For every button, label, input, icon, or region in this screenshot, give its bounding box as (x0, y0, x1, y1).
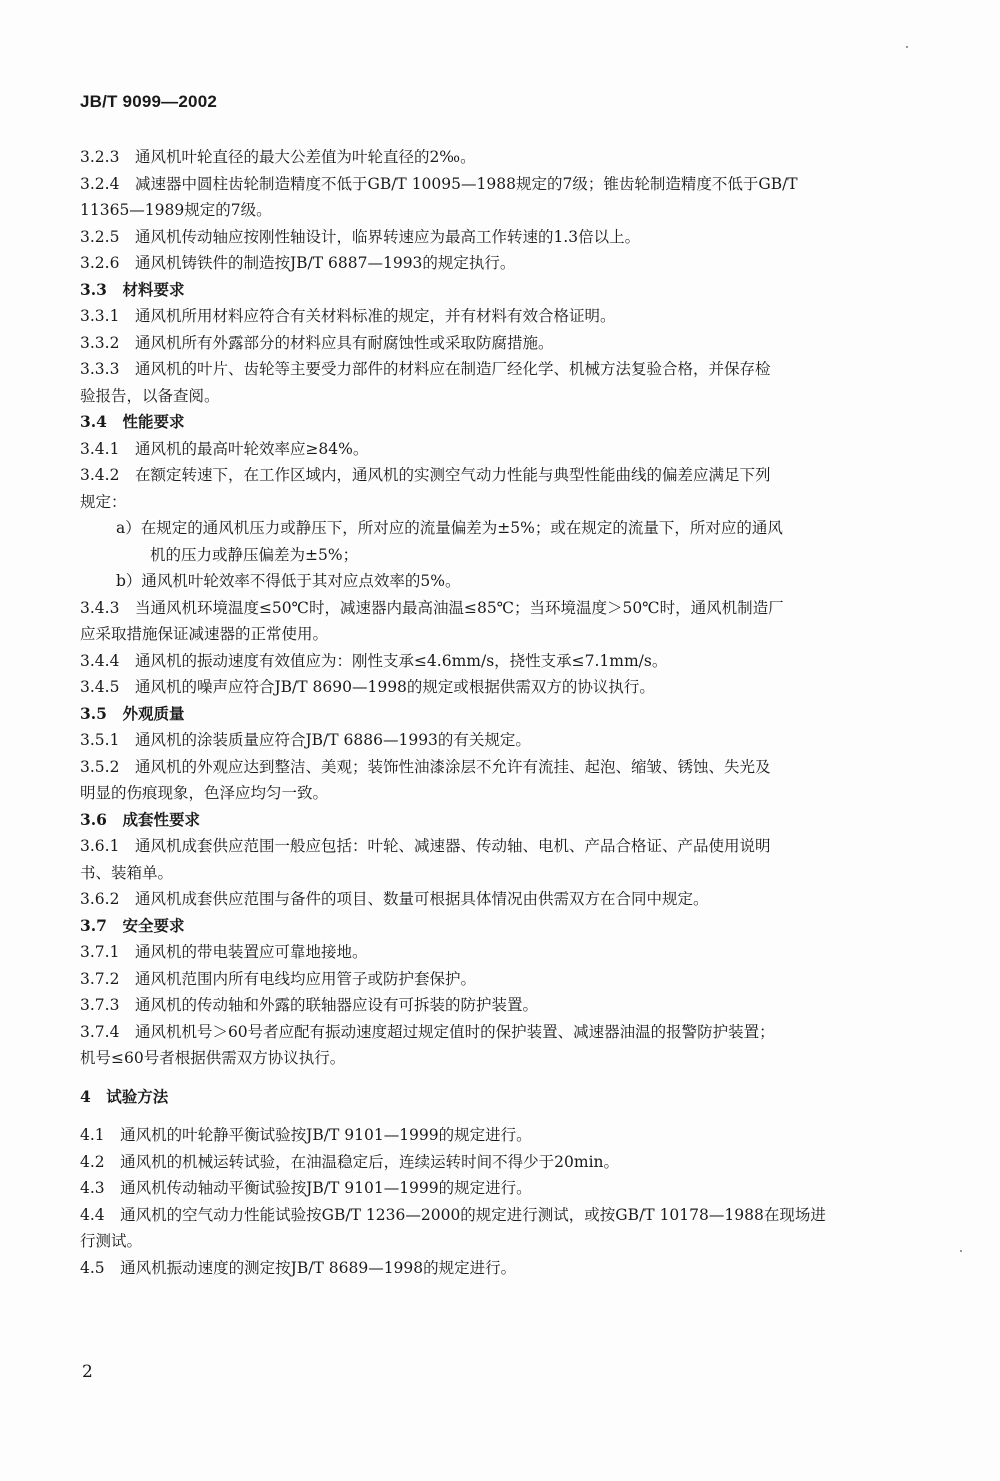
chapter-4-heading: 4 试验方法 (80, 1086, 169, 1106)
clause-3-5-2-cont: 明显的伤痕现象，色泽应均匀一致。 (80, 784, 329, 802)
scan-speck (960, 1250, 962, 1252)
list-item-b: b）通风机叶轮效率不得低于其对应点效率的5%。 (116, 572, 461, 590)
scan-speck (906, 46, 908, 48)
document-id: JB/T 9099—2002 (80, 92, 217, 111)
clause-4-1: 4.1 通风机的叶轮静平衡试验按JB/T 9101—1999的规定进行。 (80, 1126, 532, 1144)
clause-3-4-2-cont: 规定： (80, 492, 127, 511)
clause-3-4-1: 3.4.1 通风机的最高叶轮效率应≥84%。 (80, 439, 369, 458)
section-3-7-heading: 3.7 安全要求 (80, 915, 185, 935)
clause-3-3-1: 3.3.1 通风机所用材料应符合有关材料标准的规定，并有材料有效合格证明。 (80, 307, 616, 325)
section-3-4-heading: 3.4 性能要求 (80, 412, 185, 431)
section-spacer (80, 1072, 918, 1084)
clause-3-7-3: 3.7.3 通风机的传动轴和外露的联轴器应设有可拆装的防护装置。 (80, 996, 538, 1014)
page-number: 2 (82, 1362, 93, 1382)
clause-3-6-1-cont: 书、装箱单。 (80, 863, 174, 882)
clause-3-7-4-cont: 机号≤60号者根据供需双方协议执行。 (80, 1049, 346, 1067)
clause-3-2-5: 3.2.5 通风机传动轴应按刚性轴设计，临界转速应为最高工作转速的1.3倍以上。 (80, 227, 641, 246)
list-item-a: a）在规定的通风机压力或静压下，所对应的流量偏差为±5%；或在规定的流量下，所对应的通风 (116, 519, 783, 537)
clause-3-7-1: 3.7.1 通风机的带电装置应可靠地接地。 (80, 943, 368, 961)
section-3-3-heading: 3.3 材料要求 (80, 279, 185, 299)
clause-3-7-4: 3.7.4 通风机机号＞60号者应配有振动速度超过规定值时的保护装置、减速器油温的报警防护装置； (80, 1022, 775, 1041)
section-3-6-heading: 3.6 成套性要求 (80, 809, 200, 829)
clause-3-3-3: 3.3.3 通风机的叶片、齿轮等主要受力部件的材料应在制造厂经化学、机械方法复验合格，并保存检 (80, 360, 771, 378)
clause-3-5-2: 3.5.2 通风机的外观应达到整洁、美观；装饰性油漆涂层不允许有流挂、起泡、缩皱、锈蚀、失光及 (80, 757, 771, 776)
list-item-a-cont: 机的压力或静压偏差为±5%； (150, 545, 359, 564)
clause-3-2-4-cont: 11365—1989规定的7级。 (80, 201, 272, 219)
clause-3-3-3-cont: 验报告，以备查阅。 (80, 386, 220, 405)
section-3-5-heading: 3.5 外观质量 (80, 703, 185, 723)
clause-3-6-2: 3.6.2 通风机成套供应范围与备件的项目、数量可根据具体情况由供需双方在合同中规定。 (80, 890, 709, 908)
clause-3-5-1: 3.5.1 通风机的涂装质量应符合JB/T 6886—1993的有关规定。 (80, 731, 531, 749)
clause-3-4-2: 3.4.2 在额定转速下，在工作区域内，通风机的实测空气动力性能与典型性能曲线的偏差应满足下列 (80, 466, 771, 484)
document-body (80, 144, 918, 1281)
clause-4-2: 4.2 通风机的机械运转试验，在油温稳定后，连续运转时间不得少于20min。 (80, 1152, 620, 1171)
clause-4-5: 4.5 通风机振动速度的测定按JB/T 8689—1998的规定进行。 (80, 1258, 517, 1277)
clause-4-4: 4.4 通风机的空气动力性能试验按GB/T 1236—2000的规定进行测试，或按GB/T 10178—1988在现场进 (80, 1205, 826, 1224)
clause-4-4-cont: 行测试。 (80, 1232, 143, 1250)
clause-3-2-3: 3.2.3 通风机叶轮直径的最大公差值为叶轮直径的2‰。 (80, 148, 476, 166)
clause-3-4-5: 3.4.5 通风机的噪声应符合JB/T 8690—1998的规定或根据供需双方的协议执行。 (80, 678, 655, 696)
clause-3-2-4: 3.2.4 减速器中圆柱齿轮制造精度不低于GB/T 10095—1988规定的7级；锥齿轮制造精度不低于GB/T (80, 174, 798, 193)
clause-4-3: 4.3 通风机传动轴动平衡试验按JB/T 9101—1999的规定进行。 (80, 1179, 532, 1197)
clause-3-4-3-cont: 应采取措施保证减速器的正常使用。 (80, 625, 329, 643)
clause-3-2-6: 3.2.6 通风机铸铁件的制造按JB/T 6887—1993的规定执行。 (80, 254, 516, 272)
section-spacer (80, 1110, 918, 1122)
clause-3-6-1: 3.6.1 通风机成套供应范围一般应包括：叶轮、减速器、传动轴、电机、产品合格证、产品使用说明 (80, 837, 771, 855)
clause-3-4-4: 3.4.4 通风机的振动速度有效值应为：刚性支承≤4.6mm/s，挠性支承≤7.1mm/s。 (80, 651, 668, 670)
clause-3-3-2: 3.3.2 通风机所有外露部分的材料应具有耐腐蚀性或采取防腐措施。 (80, 333, 554, 352)
clause-3-4-3: 3.4.3 当通风机环境温度≤50℃时，减速器内最高油温≤85℃；当环境温度＞50℃时，通风机制造厂 (80, 598, 784, 617)
clause-3-7-2: 3.7.2 通风机范围内所有电线均应用管子或防护套保护。 (80, 969, 476, 988)
